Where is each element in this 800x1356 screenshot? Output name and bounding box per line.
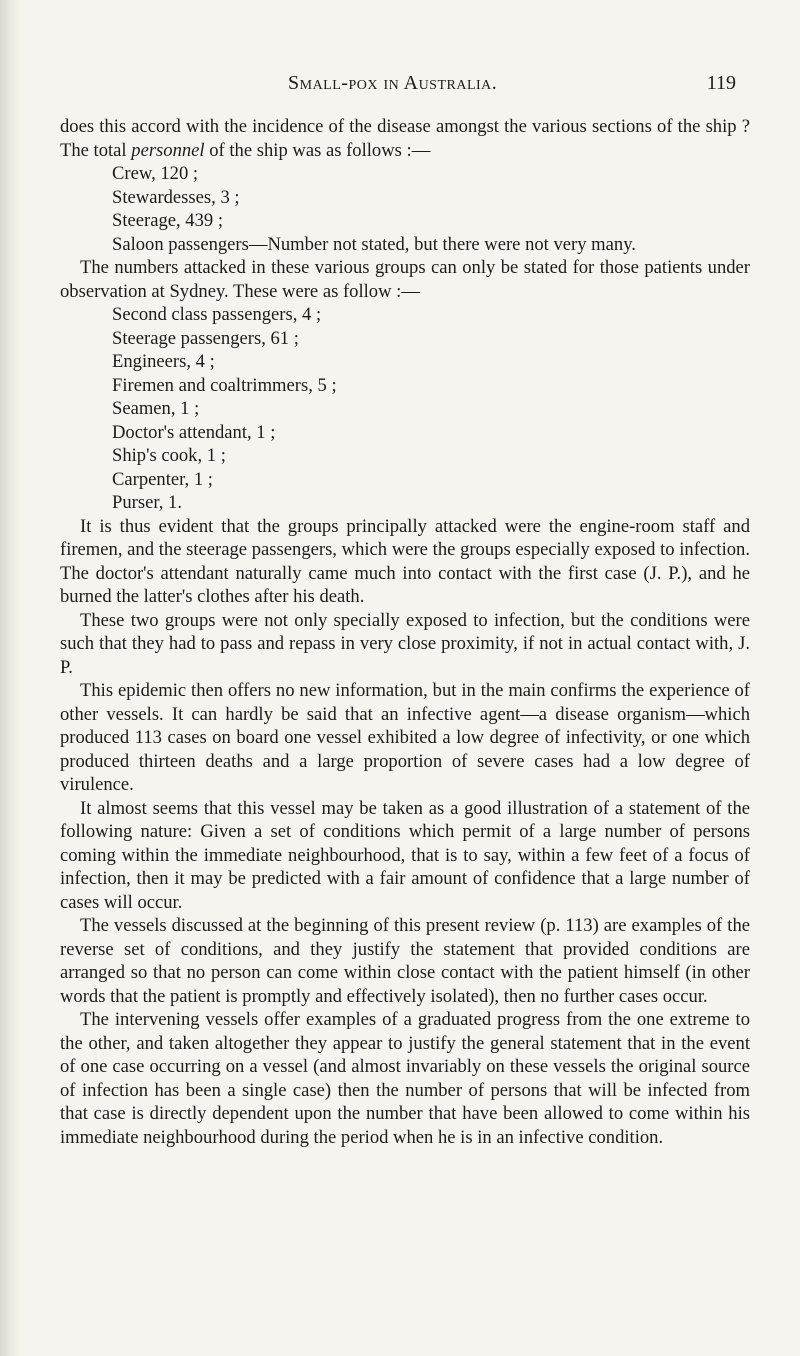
list-item: Engineers, 4 ; bbox=[112, 351, 215, 372]
list-item: Second class passengers, 4 ; bbox=[112, 304, 322, 325]
running-title: Small-pox in Australia. bbox=[288, 72, 498, 94]
list-item: Ship's cook, 1 ; bbox=[112, 445, 226, 466]
list-item: Carpenter, 1 ; bbox=[112, 468, 213, 490]
intro-text-after: of the ship was as follows :— bbox=[204, 139, 431, 161]
paragraph: It is thus evident that the groups principally attacked were the engine-room staff and firemen, and the steerage passengers, which were the groups especially exposed to infection. The doctor's attendant naturally came much into contact with the first case (J. P.), and he burned the latter's clothes after his death. bbox=[60, 515, 750, 607]
paragraph-intro bbox=[60, 115, 750, 162]
list-item: Steerage, 439 ; bbox=[112, 210, 224, 231]
list-item: Firemen and coaltrimmers, 5 ; bbox=[112, 374, 337, 396]
list-item: Saloon passengers—Number not stated, but there were not very many. bbox=[112, 233, 636, 255]
list-item: Stewardesses, 3 ; bbox=[112, 186, 240, 208]
list-item: Seamen, 1 ; bbox=[112, 398, 200, 419]
paragraph: This epidemic then offers no new information, but in the main confirms the experience of other vessels. It can hardly be said that an infective agent—a disease organism—which produced 113 cases on board one vessel exhibited a low degree of infectivity, or one which produced thirteen deaths and a large proportion of severe cases had a low degree of virulence. bbox=[60, 680, 750, 795]
attacked-list bbox=[60, 303, 750, 515]
intro-emphasis: personnel bbox=[131, 139, 205, 161]
paragraph: It almost seems that this vessel may be taken as a good illustration of a statement of the following nature: Given a set of conditions which permit of a large number of persons coming within the immediate neighbourhood, that is to say, within a few feet of a focus of infection, then it may be predicted with a fair amount of confidence that a large number of cases will occur. bbox=[60, 797, 750, 913]
running-head bbox=[60, 70, 750, 100]
list-item: Purser, 1. bbox=[112, 492, 183, 513]
page-number: 119 bbox=[706, 72, 736, 94]
list-item: Doctor's attendant, 1 ; bbox=[112, 421, 276, 443]
page-body bbox=[60, 115, 750, 1149]
paragraph: The vessels discussed at the beginning of this present review (p. 113) are examples of the reverse set of conditions, and they justify the statement that provided conditions are arranged so that no person can come within close contact with the patient himself (in other words that the patient is promptly and effectively isolated), then no further cases occur. bbox=[60, 915, 750, 1007]
list-item: Steerage passengers, 61 ; bbox=[112, 327, 299, 349]
paragraph-attacked: The numbers attacked in these various groups can only be stated for those patients under observation at Sydney. These were as follow :— bbox=[60, 257, 750, 302]
paragraph: These two groups were not only specially exposed to infection, but the conditions were such that they had to pass and repass in very close proximity, if not in actual contact with, J. P. bbox=[60, 609, 750, 678]
book-page bbox=[60, 70, 750, 1149]
personnel-list bbox=[60, 162, 750, 256]
list-item: Crew, 120 ; bbox=[112, 163, 199, 184]
page-edge-shadow bbox=[0, 0, 22, 1356]
intro-text-before: does this accord with the incidence of the disease amongst the various sections of the ship ? The total bbox=[60, 116, 750, 161]
paragraph: The intervening vessels offer examples of a graduated progress from the one extreme to the other, and taken altogether they appear to justify the general statement that in the event of one case occurring on a vessel (and almost invariably on these vessels the original source of infection has been a single case) then the number of persons that will be infected from that case is directly dependent upon the number that have been allowed to come within his immediate neighbourhood during the period when he is in an infective condition. bbox=[60, 1009, 750, 1148]
